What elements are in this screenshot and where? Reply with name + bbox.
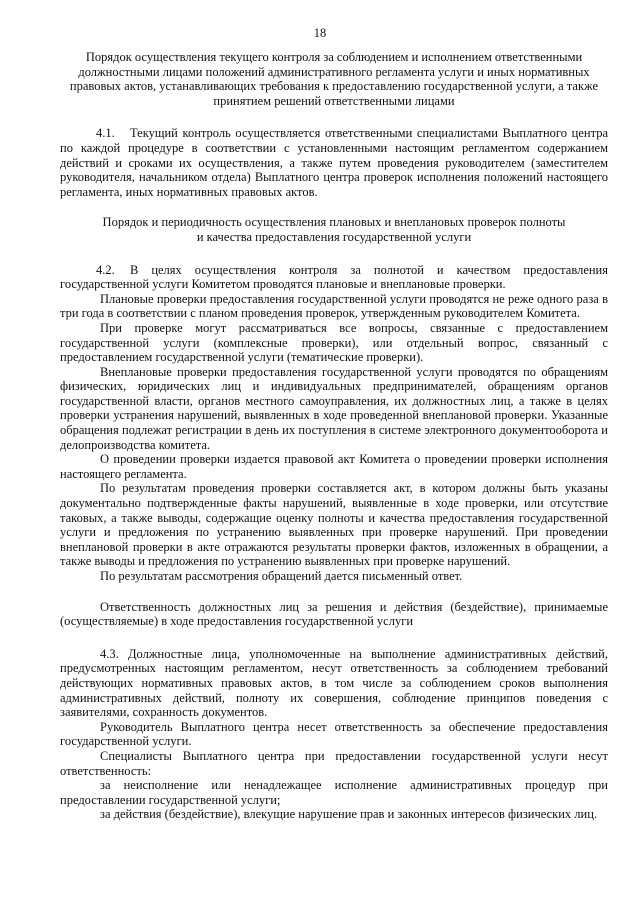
paragraph-planned-inspections: Плановые проверки предоставления государственной услуги проводятся не реже одного раза в три года в соответствии с планом проведения проверок, утвержденным руководителем Комитета. — [60, 291, 608, 321]
paragraph-rights-violation: за действия (бездействие), влекущие нарушение прав и законных интересов физических лиц. — [100, 807, 598, 822]
section-heading-inspections: Порядок и периодичность осуществления плановых и внеплановых проверок полноты и качества предоставления государственной услуги — [102, 215, 566, 244]
paragraph-4-1 — [60, 126, 608, 199]
clause-number: 4.2. — [96, 262, 115, 277]
paragraph-inspection-report: По результатам проведения проверки составляется акт, в котором должны быть указаны документально подтвержденные факты нарушений, выявленные в ходе проверки, или отсутствие таковых, а также выводы, содержащие оценку полноты и качества предоставления государственной услуги и предложения по устранению выявленных при проверке нарушений. При проведении внеплановой проверки в акте отражаются результаты проверки фактов, изложенных в обращении, а также выводы и предложения по устранению выявленных при проверке нарушений. — [60, 481, 608, 569]
paragraph-head-responsibility: Руководитель Выплатного центра несет ответственность за обеспечение предоставления государственной услуги. — [60, 719, 608, 749]
paragraph-legal-act: О проведении проверки издается правовой акт Комитета о проведении проверки исполнения настоящего регламента. — [60, 452, 608, 481]
section-heading-control: Порядок осуществления текущего контроля за соблюдением и исполнением ответственными должностными лицами положений административного регламента услуги и иных нормативных правовых актов, устанавливающих требования к предоставлению государственной услуги, а также принятием решений ответственными лицами — [69, 50, 599, 108]
paragraph-4-3: 4.3. Должностные лица, уполномоченные на выполнение административных действий, предусмотренных настоящим регламентом, несут ответственность за соблюдением требований действующих нормативных правовых актов, в том числе за соблюдением сроков выполнения административных действий, полноту их совершения, соблюдение принципов поведения с заявителями, сохранность документов. — [60, 646, 608, 720]
clause-text: Текущий контроль осуществляется ответственными специалистами Выплатного центра по каждой процедуре в соответствии с установленными настоящим регламентом содержанием действий и сроками их осуществления, а также путем проведения руководителем (заместителем руководителя, начальником отдела) Выплатного центра проверок исполнения положений настоящего регламента, иных нормативных правовых актов. — [60, 126, 608, 199]
document-page — [60, 0, 608, 822]
paragraph-inspection-scope: При проверке могут рассматриваться все вопросы, связанные с предоставлением государственной услуги (комплексные проверки), или отдельный вопрос, связанный с предоставлением государственной услуги (тематические проверки). — [60, 320, 608, 365]
paragraph-4-2 — [60, 263, 608, 292]
clause-text: В целях осуществления контроля за полнотой и качеством предоставления государственной услуги Комитетом проводятся плановые и внеплановые проверки. — [60, 262, 608, 292]
paragraph-written-reply: По результатам рассмотрения обращений дается письменный ответ. — [100, 569, 463, 583]
paragraph-specialists-responsibility: Специалисты Выплатного центра при предоставлении государственной услуги несут ответственность: — [60, 748, 608, 778]
clause-number: 4.1. — [96, 126, 115, 141]
paragraph-non-performance: за неисполнение или ненадлежащее исполнение административных процедур при предоставлении государственной услуги; — [60, 778, 608, 807]
page-number: 18 — [313, 26, 327, 40]
paragraph-unscheduled-inspections: Внеплановые проверки предоставления государственной услуги проводятся по обращениям физических, юридических лиц и индивидуальных предпринимателей, обращениям органов государственной власти, органов местного самоуправления, их должностных лиц, а также в целях проверки устранения нарушений, выявленных в ходе проведенной внеплановой проверки. Указанные обращения подлежат регистрации в день их поступления в системе электронного документооборота и делопроизводства комитета. — [60, 364, 608, 452]
section-heading-responsibility: Ответственность должностных лиц за решения и действия (бездействие), принимаемые (осуществляемые) в ходе предоставления государственной услуги — [60, 599, 608, 629]
